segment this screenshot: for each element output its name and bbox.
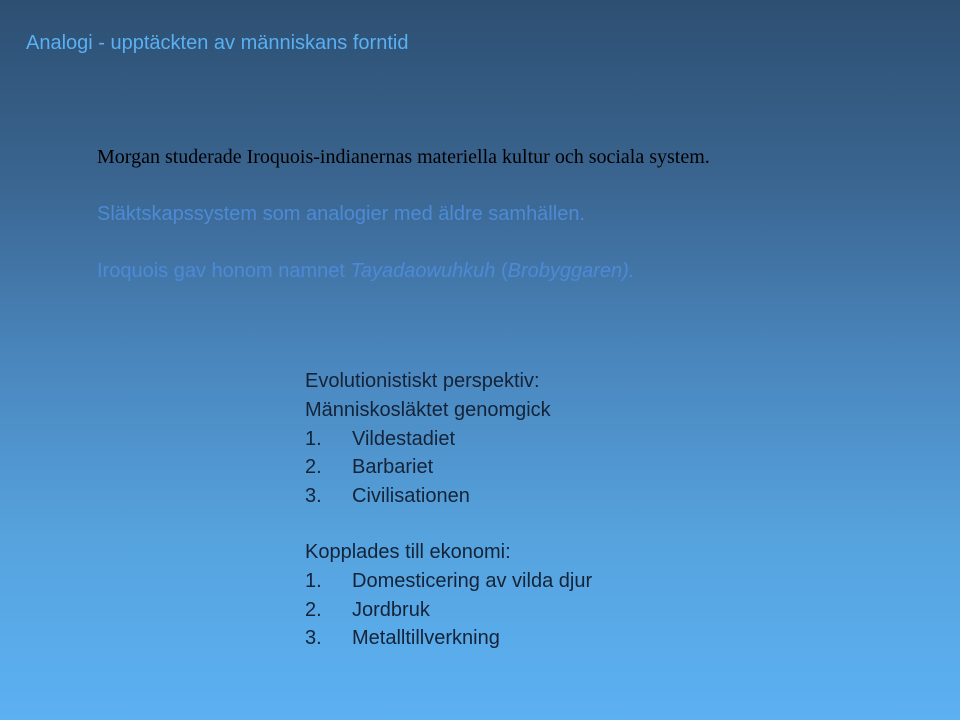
list-item (305, 567, 592, 596)
evolution-heading: Evolutionistiskt perspektiv: (305, 370, 540, 392)
list-item-text: Metalltillverkning (352, 627, 500, 650)
intro-line-1: Morgan studerade Iroquois-indianernas materiella kultur och sociala system. (97, 146, 710, 168)
intro-line-2: Släktskapssystem som analogier med äldre samhällen. (97, 203, 585, 225)
economy-heading: Kopplades till ekonomi: (305, 541, 511, 563)
intro-line-3-middle: ( (495, 260, 508, 282)
list-item (305, 624, 592, 653)
list-item (305, 596, 592, 625)
intro-line-3-prefix: Iroquois gav honom namnet (97, 260, 351, 282)
economy-block (305, 538, 592, 653)
slide-title: Analogi - upptäckten av människans forntid (26, 32, 409, 54)
list-item-text: Civilisationen (352, 485, 470, 508)
list-item-number: 3. (305, 627, 322, 650)
list-item-text: Domesticering av vilda djur (352, 569, 593, 592)
list-item (305, 482, 551, 511)
list-item-number: 1. (305, 427, 322, 450)
evolution-subheading: Människosläktet genomgick (305, 398, 551, 421)
list-item-text: Vildestadiet (352, 427, 456, 450)
list-item-number: 3. (305, 485, 322, 508)
list-item-number: 2. (305, 456, 322, 479)
list-item (305, 453, 551, 482)
list-item-text: Barbariet (352, 456, 434, 479)
evolution-block (305, 367, 551, 511)
list-item (305, 425, 551, 454)
intro-line-3-name: Tayadaowuhkuh (350, 260, 496, 282)
list-item-number: 2. (305, 598, 322, 621)
intro-line-3-translation: Brobyggaren). (507, 260, 635, 282)
list-item-number: 1. (305, 569, 322, 592)
list-item-text: Jordbruk (352, 598, 430, 621)
intro-line-3 (97, 259, 634, 283)
